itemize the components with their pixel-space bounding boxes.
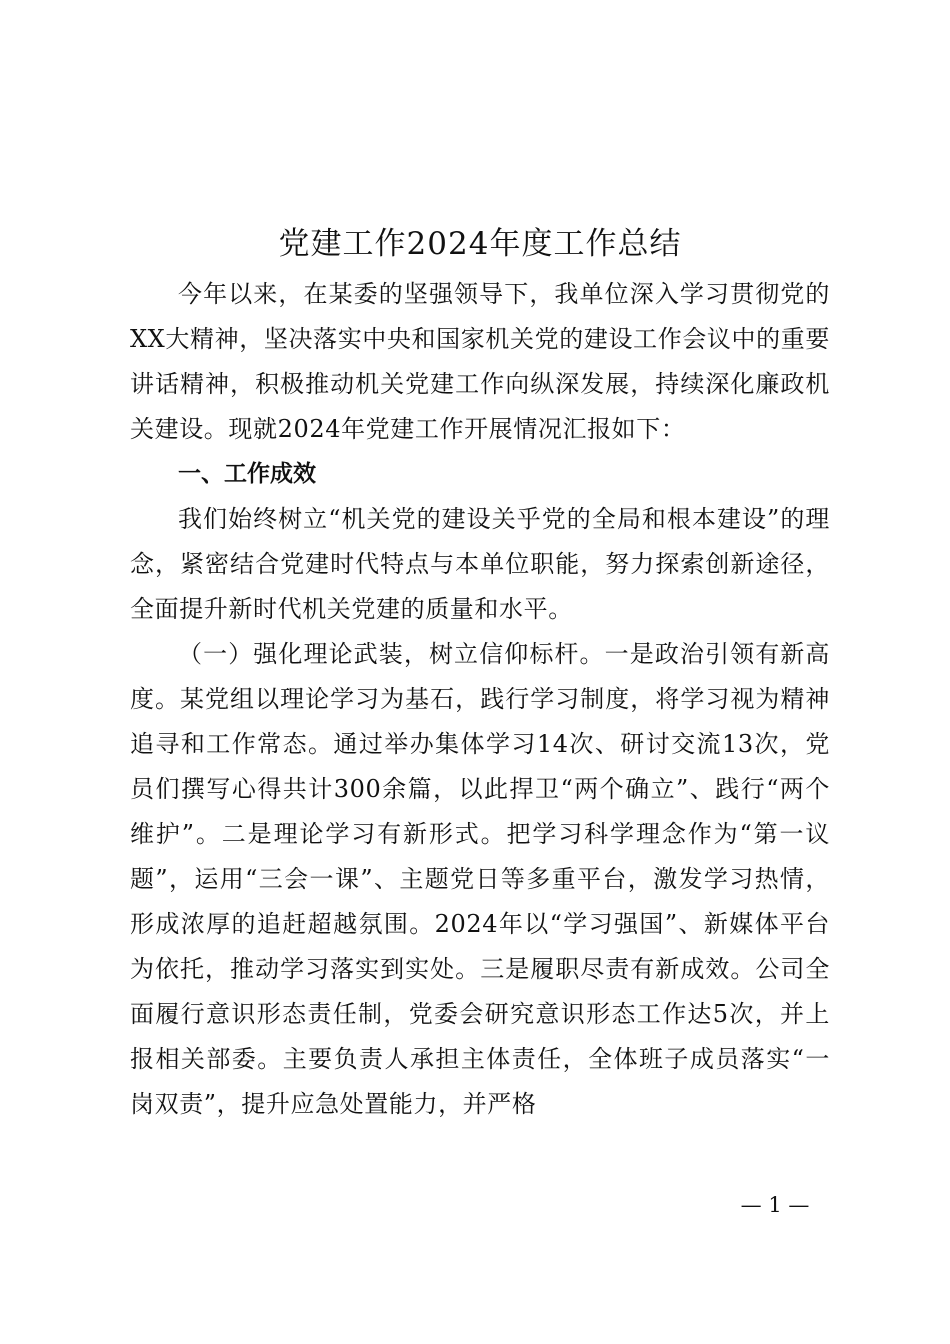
subsection-paragraph: [130, 632, 830, 1127]
subsection-body: 一是政治引领有新高度。某党组以理论学习为基石，践行学习制度，将学习视为精神追寻和工作常态。通过举办集体学习14次、研讨交流13次，党员们撰写心得共计300余篇，以此捍卫“两个确立”、践行“两个维护”。二是理论学习有新形式。把学习科学理念作为“第一议题”，运用“三会一课”、主题党日等多重平台，激发学习热情，形成浓厚的追赶超越氛围。2024年以“学习强国”、新媒体平台为依托，推动学习落实到实处。三是履职尽责有新成效。公司全面履行意识形态责任制，党委会研究意识形态工作达5次，并上报相关部委。主要负责人承担主体责任，全体班子成员落实“一岗双责”，提升应急处置能力，并严格: [130, 640, 830, 1118]
section-heading: 一、工作成效: [178, 461, 316, 487]
document-body: [130, 272, 830, 1127]
document-title: 党建工作2024年度工作总结: [278, 226, 682, 262]
subsection-title: （一）强化理论武装，树立信仰标杆。: [178, 640, 605, 668]
intro-paragraph: 今年以来，在某委的坚强领导下，我单位深入学习贯彻党的XX大精神，坚决落实中央和国家机关党的建设工作会议中的重要讲话精神，积极推动机关党建工作向纵深发展，持续深化廉政机关建设。现就2024年党建工作开展情况汇报如下：: [130, 280, 830, 443]
section-intro-paragraph: 我们始终树立“机关党的建设关乎党的全局和根本建设”的理念，紧密结合党建时代特点与本单位职能，努力探索创新途径，全面提升新时代机关党建的质量和水平。: [130, 505, 830, 623]
page-number: — 1 —: [740, 1193, 810, 1217]
